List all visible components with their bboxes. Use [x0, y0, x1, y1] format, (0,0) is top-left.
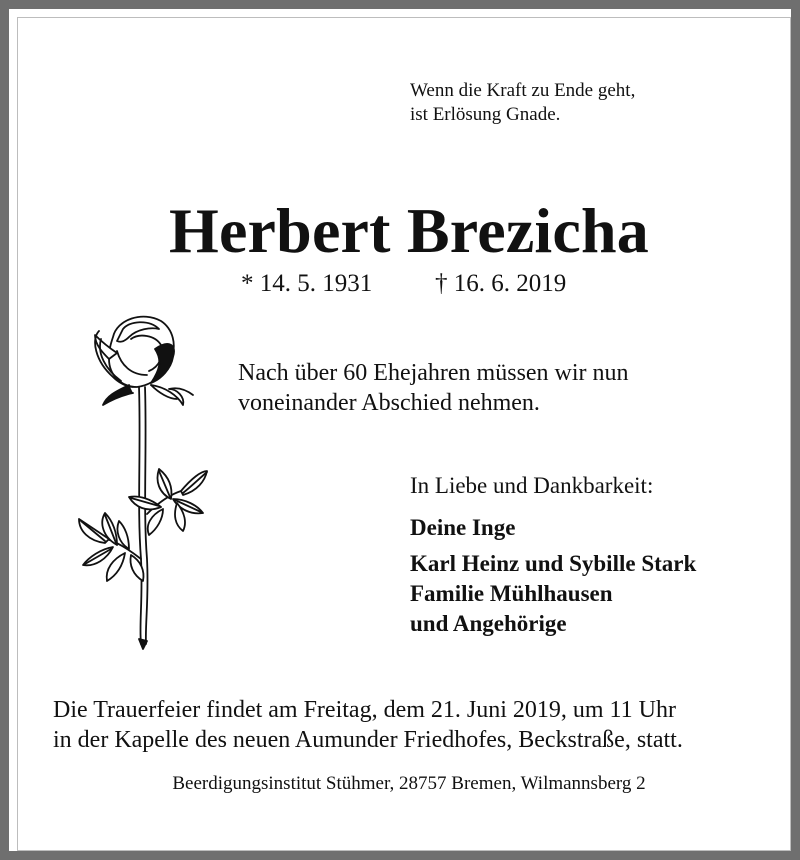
quote-line-2: ist Erlösung Gnade. — [410, 104, 561, 125]
farewell-line-1: Nach über 60 Ehejahren müssen wir nun — [238, 360, 629, 386]
rose-icon — [73, 309, 213, 654]
death-date: † 16. 6. 2019 — [435, 270, 567, 297]
service-line-2: in der Kapelle des neuen Aumunder Friedhofes, Beckstraße, statt. — [53, 727, 683, 753]
deceased-name: Herbert Brezicha — [168, 195, 650, 266]
service-line-1: Die Trauerfeier findet am Freitag, dem 21. Juni 2019, um 11 Uhr — [53, 697, 676, 723]
mourners-intro: In Liebe und Dankbarkeit: — [410, 473, 654, 498]
mourner-name: und Angehörige — [410, 611, 567, 636]
mourner-name: Karl Heinz und Sybille Stark — [410, 551, 697, 576]
mourner-name: Familie Mühlhausen — [410, 581, 613, 606]
farewell-line-2: voneinander Abschied nehmen. — [238, 390, 540, 416]
birth-date: * 14. 5. 1931 — [241, 270, 373, 297]
mourner-name: Deine Inge — [410, 515, 516, 540]
funeral-service-info — [53, 695, 683, 755]
quote — [410, 79, 635, 127]
quote-line-1: Wenn die Kraft zu Ende geht, — [410, 80, 636, 101]
undertaker-address: Beerdigungsinstitut Stühmer, 28757 Bremen, Wilmannsberg 2 — [172, 773, 646, 794]
farewell-message — [238, 358, 629, 418]
